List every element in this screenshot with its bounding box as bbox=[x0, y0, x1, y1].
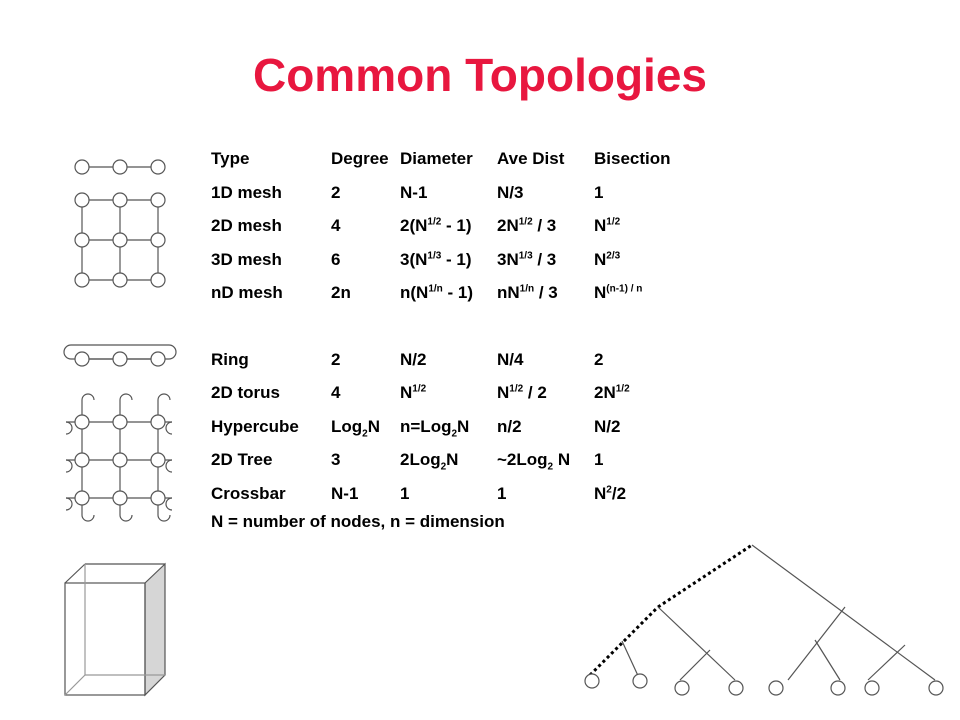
cell-diameter-superscript: 1/n bbox=[428, 283, 443, 295]
cell-degree-suffix: N bbox=[367, 416, 380, 436]
cell-ave-dist-text: nN bbox=[497, 283, 520, 302]
cell-type: Hypercube bbox=[211, 416, 299, 436]
cell-type: Crossbar bbox=[211, 483, 286, 503]
cell-bisection-text: N bbox=[594, 249, 607, 269]
cell-ave-dist-suffix: / 2 bbox=[523, 383, 547, 402]
cell-ave-dist: N/4 bbox=[497, 349, 524, 369]
cell-type: 3D mesh bbox=[211, 249, 282, 269]
header-diameter: Diameter bbox=[400, 149, 473, 168]
cell-diameter: N-1 bbox=[400, 182, 428, 202]
cell-degree-subscript: 2 bbox=[362, 427, 368, 439]
cell-diameter-suffix: - 1) bbox=[442, 283, 474, 302]
cell-degree: 6 bbox=[331, 249, 341, 269]
slide-title: Common Topologies bbox=[252, 49, 707, 101]
cell-ave-dist-superscript: 1/2 bbox=[509, 383, 524, 395]
cell-bisection-text: N bbox=[594, 483, 607, 503]
cell-bisection-superscript: 2 bbox=[606, 483, 612, 495]
cell-ave-dist-text: ~2Log bbox=[497, 450, 548, 469]
cell-ave-dist: n/2 bbox=[497, 416, 522, 436]
header-type: Type bbox=[211, 149, 250, 168]
mesh-1d-diagram bbox=[75, 160, 165, 174]
mesh-2d-diagram bbox=[75, 193, 165, 287]
cell-diameter: N/2 bbox=[400, 349, 427, 369]
cell-diameter-text: n=Log bbox=[400, 416, 452, 436]
cell-diameter-superscript: 1/2 bbox=[427, 216, 442, 228]
cell-ave-dist-suffix: N bbox=[553, 450, 571, 469]
cell-ave-dist-subscript: 2 bbox=[547, 461, 554, 473]
cell-ave-dist-text: N bbox=[497, 383, 510, 402]
cell-type: nD mesh bbox=[211, 283, 283, 302]
cell-bisection-text: 2N bbox=[594, 383, 616, 402]
cell-degree: 2 bbox=[331, 182, 341, 202]
cell-degree: N-1 bbox=[331, 483, 359, 503]
cell-diameter-subscript: 2 bbox=[451, 427, 458, 439]
cell-ave-dist: N/3 bbox=[497, 182, 524, 202]
cell-ave-dist-superscript: 1/2 bbox=[518, 216, 533, 228]
cell-diameter-suffix: - 1) bbox=[441, 249, 472, 269]
cell-type: 2D mesh bbox=[211, 216, 282, 235]
cell-ave-dist-superscript: 1/3 bbox=[518, 249, 533, 261]
cell-degree: 2n bbox=[331, 283, 351, 302]
cell-diameter-text: 3(N bbox=[400, 249, 428, 269]
cell-ave-dist-superscript: 1/n bbox=[519, 283, 535, 295]
cell-bisection: 2 bbox=[594, 349, 604, 369]
cell-bisection-superscript: 1/2 bbox=[606, 216, 621, 228]
ring-diagram bbox=[64, 345, 176, 366]
cell-bisection-superscript: 1/2 bbox=[615, 383, 630, 395]
cell-diameter: 1 bbox=[400, 483, 410, 503]
cell-type: 1D mesh bbox=[211, 182, 282, 202]
cell-degree: 4 bbox=[331, 383, 341, 402]
cell-degree: 2 bbox=[331, 349, 341, 369]
cell-bisection: 1 bbox=[594, 450, 604, 469]
cell-type: 2D torus bbox=[211, 383, 280, 402]
cell-ave-dist: 1 bbox=[497, 483, 507, 503]
cell-bisection-superscript: 2/3 bbox=[606, 249, 621, 261]
cell-type: 2D Tree bbox=[211, 450, 273, 469]
cell-diameter-superscript: 1/2 bbox=[412, 383, 427, 395]
torus-diagram bbox=[66, 394, 172, 521]
cell-ave-dist-text: 2N bbox=[497, 216, 519, 235]
cell-type: Ring bbox=[211, 349, 249, 369]
cell-ave-dist-suffix: / 3 bbox=[534, 283, 558, 302]
cell-degree-text: Log bbox=[331, 416, 363, 436]
header-degree: Degree bbox=[331, 149, 389, 168]
cell-diameter-suffix: N bbox=[446, 450, 459, 469]
header-bisection: Bisection bbox=[594, 149, 671, 168]
footnote: N = number of nodes, n = dimension bbox=[211, 512, 505, 531]
header-ave-dist: Ave Dist bbox=[497, 149, 565, 168]
cell-bisection-suffix: /2 bbox=[611, 483, 627, 503]
cell-bisection: 1 bbox=[594, 182, 604, 202]
cell-bisection-text: N bbox=[594, 283, 607, 302]
cell-degree: 3 bbox=[331, 450, 341, 469]
cell-ave-dist-suffix: / 3 bbox=[532, 216, 557, 235]
cell-ave-dist-text: 3N bbox=[497, 249, 519, 269]
cube-diagram bbox=[65, 564, 165, 695]
tree-diagram bbox=[585, 545, 943, 695]
cell-diameter-suffix: - 1) bbox=[441, 216, 472, 235]
cell-bisection-superscript: (n-1) / n bbox=[606, 283, 643, 295]
cell-diameter-subscript: 2 bbox=[440, 461, 447, 473]
cell-diameter-suffix: N bbox=[457, 416, 470, 436]
cell-bisection-text: N bbox=[594, 216, 607, 235]
cell-bisection: N/2 bbox=[594, 416, 621, 436]
cell-diameter-text: N bbox=[400, 383, 413, 402]
cell-ave-dist-suffix: / 3 bbox=[532, 249, 557, 269]
cell-diameter-superscript: 1/3 bbox=[427, 249, 442, 261]
cell-diameter-text: 2(N bbox=[400, 216, 428, 235]
cell-diameter-text: n(N bbox=[400, 283, 429, 302]
cell-diameter-text: 2Log bbox=[400, 450, 441, 469]
cell-degree: 4 bbox=[331, 216, 341, 235]
